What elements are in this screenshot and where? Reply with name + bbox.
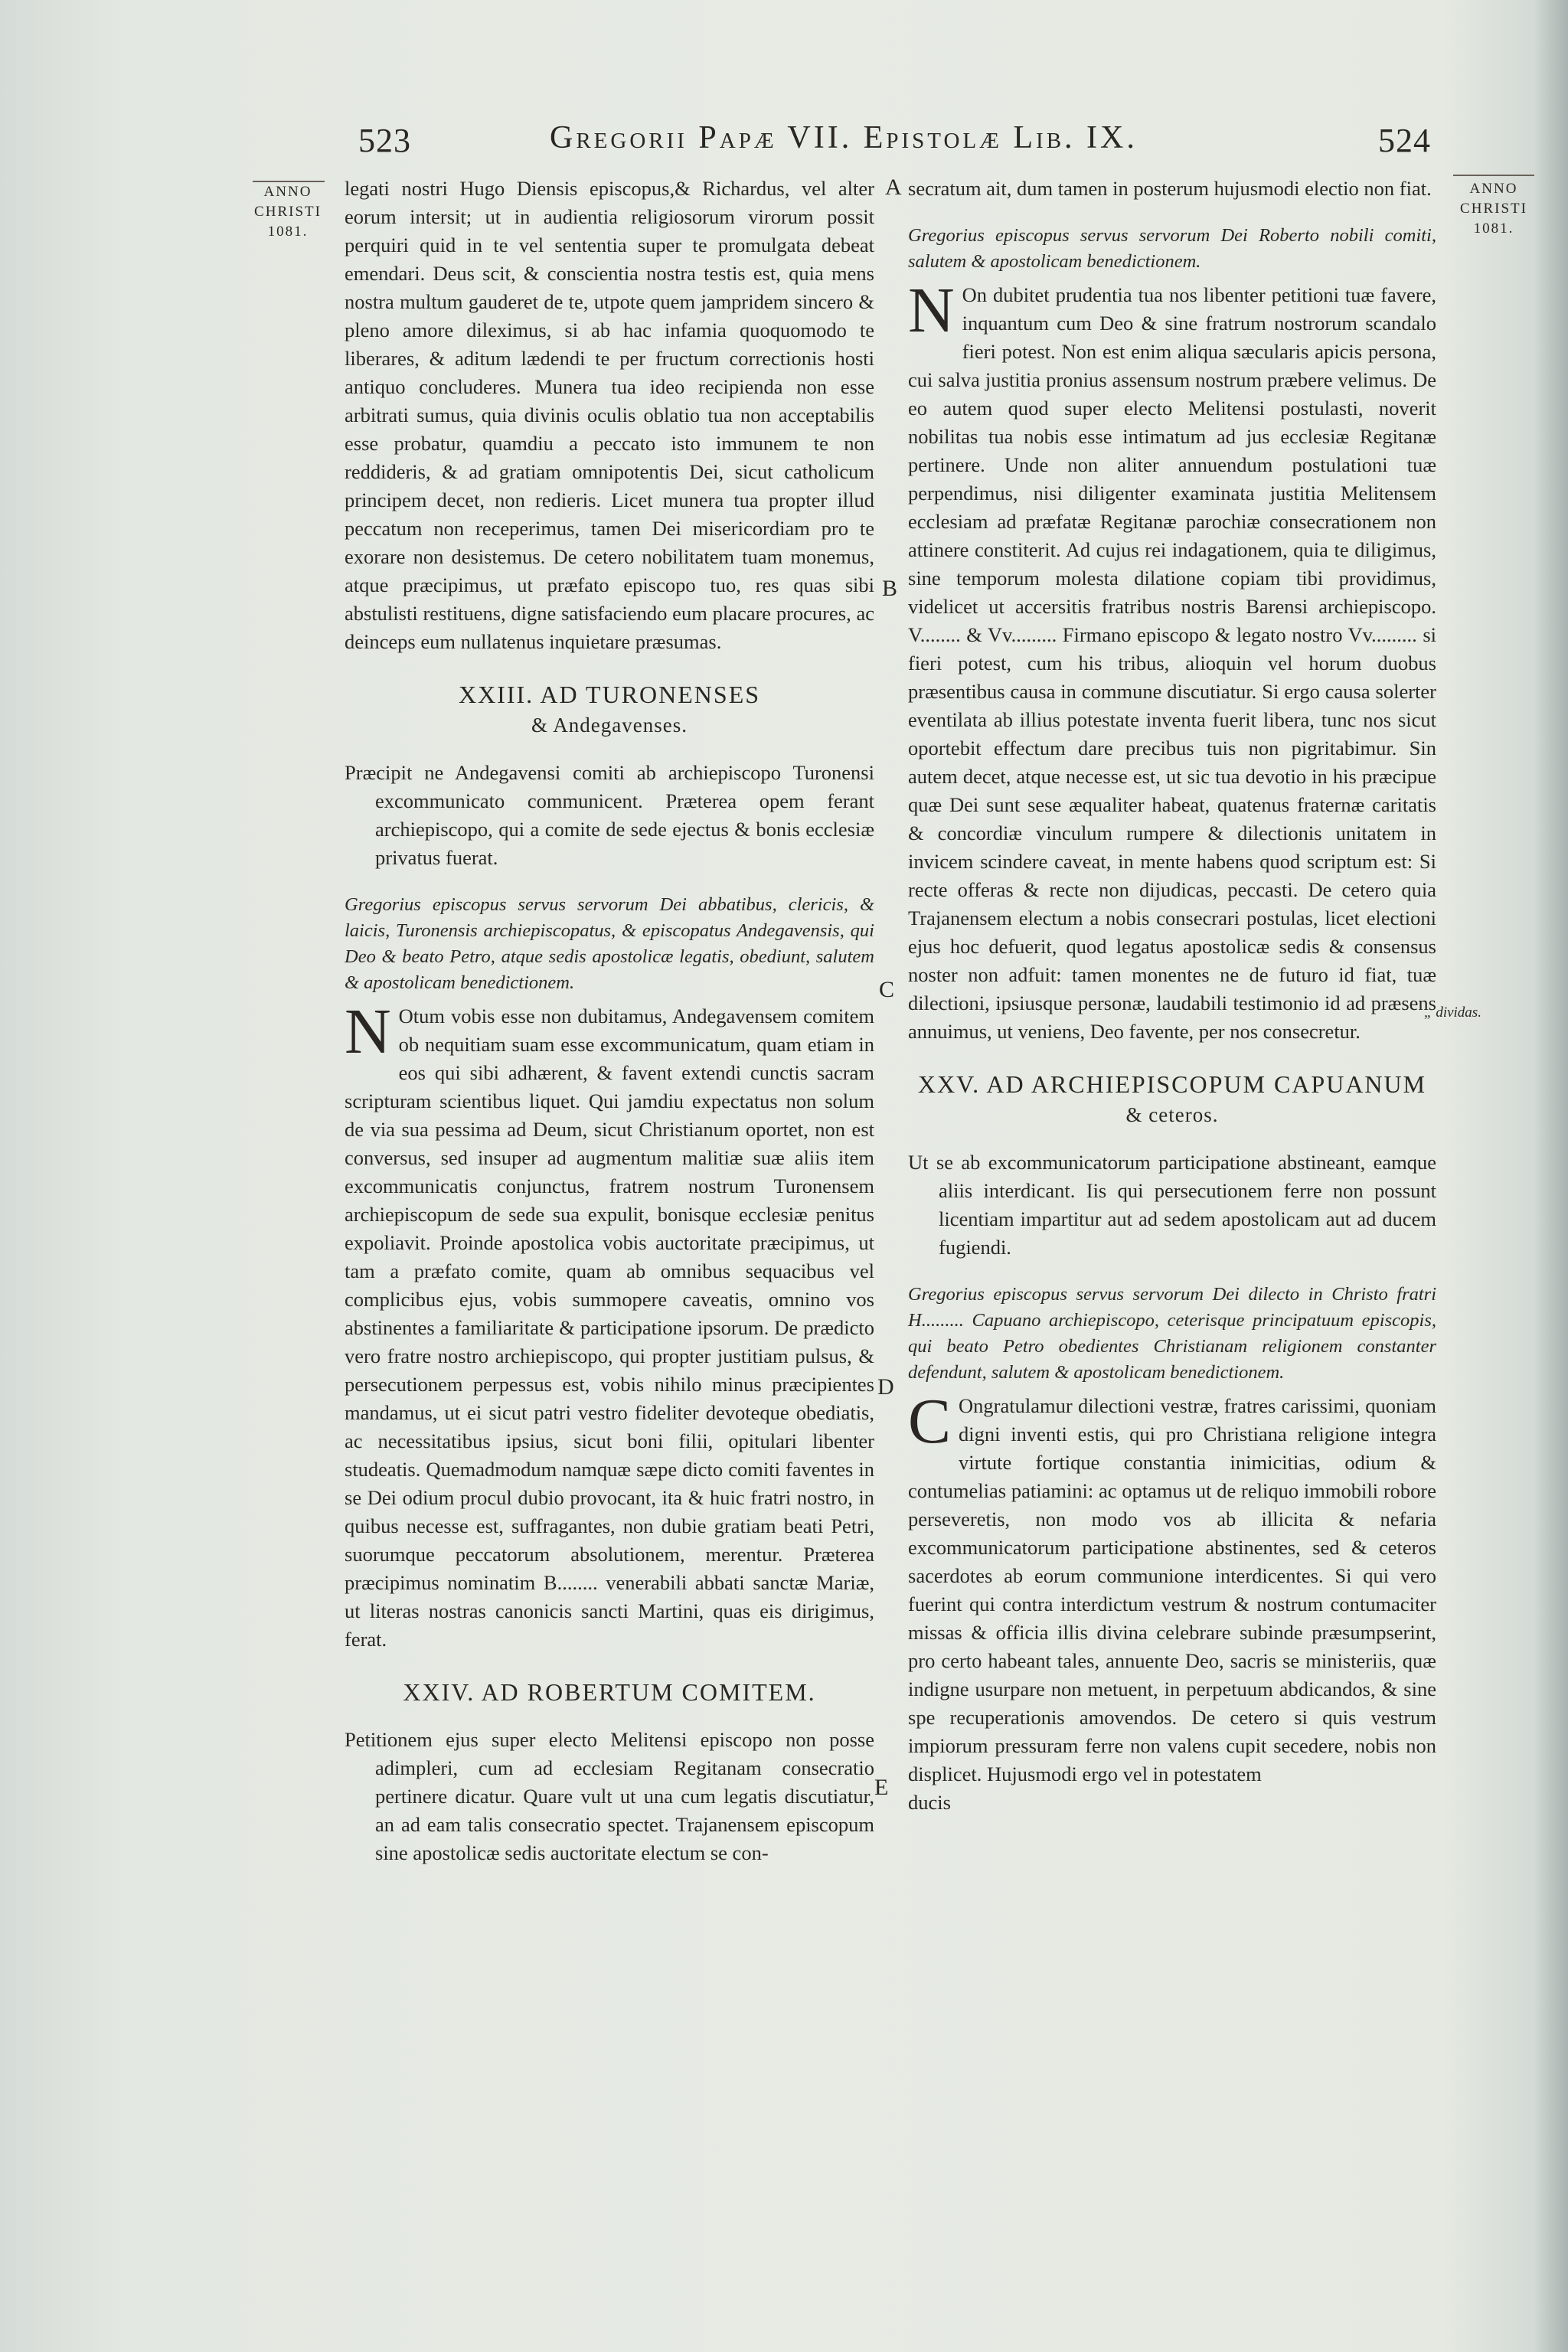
- summary-letter-23: Præcipit ne Andegavensi comiti ab archiepiscopo Turonensi excommunicato communicent. Præterea opem ferant archiepiscopo, qui a comite de sede ejectus & bonis ecclesiæ privatus fuerat.: [345, 761, 874, 869]
- margin-christi: CHRISTI: [1460, 201, 1527, 217]
- body-text: Otum vobis esse non dubitamus, Andegavensem comitem ob nequitiam suam esse excommunicatum, quam etiam in eos qui sibi adhærent, & favent extendi cunctis sacram scripturam scientibus liquet. Qui jamdiu expectatus non solum de via sua pessima ad Deum, sicut Christianum oportet, non est conversus, sed insuper ad augmentum malitiæ suæ aliis item excommunicatis conjunctus, fratrem nostrum Turonensem archiepiscopum de sede sua expulit, bonisque ecclesiæ penitus expoliavit. Proinde apostolica vobis auctoritate præcipimus, ut tam a præfato comite, quam ab omnibus sequacibus vel complicibus ejus, vobis summopere caveatis, omnino vos abstinentes a familiaritate & participatione ipsorum. De prædicto vero fratre nostro archiepiscopo, qui propter justitiam pulsus, & persecutionem perpessus est, vobis nihilo minus præcipientes mandamus, ut ei sicut patri vestro fideliter devoteque obediatis, ac necessitatibus ipsius, sicut boni filii, opitulari libenter studeatis. Quemadmodum namquæ sæpe dicto comiti faventes in se Dei odium procul dubio provocant, ita & huic fratri nostro, in quibus necesse est, suffragantes, non dubie gratiam beati Petri, suorumque peccatorum absolutionem, merentur. Præterea præcipimus nominatim B........ venerabili abbati sanctæ Mariæ, ut literas nostras canonicis sancti Martini, quas eis dirigimus, ferat.: [345, 1004, 874, 1651]
- heading-subtitle: & Andegavenses.: [531, 714, 688, 737]
- greeting-letter-23: Gregorius episcopus servus servorum Dei abbatibus, clericis, & laicis, Turonensis archiepiscopatus, & episcopatus Andegavensis, qui Deo & beato Petro, atque sedis apostolicæ legatis, obediunt, salutem & apostolicam benedictionem.: [345, 894, 874, 993]
- left-page-number: 523: [358, 122, 411, 159]
- body-letter-23: [345, 996, 874, 1654]
- margin-letter-e: E: [874, 1775, 889, 1800]
- greeting-letter-24: Gregorius episcopus servus servorum Dei Roberto nobili comiti, salutem & apostolicam benedictionem.: [908, 225, 1436, 272]
- margin-year: 1081.: [267, 224, 309, 240]
- summary-letter-25: Ut se ab excommunicatorum participatione abstineant, eamque aliis interdicant. Iis qui persecutionem ferre non possunt licentiam impartitur aut ad sedem apostolicam aut ad ducem fugiendi.: [908, 1151, 1436, 1259]
- body-text: Ongratulamur dilectioni vestræ, fratres carissimi, quoniam digni inventi estis, qui pro Christiana religione integra virtute fortique constantia inimicitias, odium & contumelias patiamini: ac optamus ut de reliquo immobili robore perseveretis, non modo vos ab illicita & nefaria excommunicatorum participatione abstinentes, sed & ceteros sacerdotes ab eorum communione interdicentes. Si qui vero fuerint qui contra interdictum vestrum & nostrum contumaciter missas & officia illis divina celebrare subinde præsumpserint, pro certo habeant tales, annuente Deo, sacris se ministeriis, quæ indigne usurpare non metuent, in perpetuum abdicandos, & sine spe recuperationis amovendos. De cetero si quis vestrum impiorum pressuram ferre non valens cupit secedere, nobis non displicet. Hujusmodi ergo vel in potestatem: [908, 1394, 1436, 1785]
- body-text: On dubitet prudentia tua nos libenter petitioni tuæ favere, inquantum cum Deo & sine fratrum nostrorum scandalo fieri potest. Non est enim aliqua sæcularis apicis persona, cui salva justitia pronius assensum nostrum præbere velimus. De eo autem quod super electo Melitensi postulasti, noverit nobilitas tua nobis esse intimatum ad jus ecclesiæ Regitanæ pertinere. Unde non aliter annuendum postulationi tuæ perpendimus, nisi diligenter examinata justitia Melitensem ecclesiam ad præfatæ Regitanæ parochiæ consecrationem non attinere constiterit. Ad cujus rei indagationem, quia te diligimus, sine temporum molesta dilatione copiam tibi providimus, videlicet ut accersitis fratribus nostris Barensi archiepiscopo. V........ & Vv......... Firmano episcopo & legato nostro Vv......... si fieri potest, cum his tribus, alioquin vel horum duobus præsentibus causa in commune discutiatur. Si ergo causa solerter eventilata ab illius potestate inventa fuerit libera, tunc nos sicut oportebit effectum dare precibus tuis non pigritabimur. Sin autem decet, atque necesse est, ut sic tua devotio in his præcipue quæ Dei sunt sese æqualiter habeat, quatenus fraternæ caritatis & concordiæ vinculum rumpere & dilectionis unitatem in invicem scindere caveat, in mente habens quod scriptum est: Si recte offeras & recte non dijudicas, peccasti. De cetero quia Trajanensem electum a nobis consecrari postulas, licet electioni ejus hoc defuerit, quod legatus apostolicæ sedis & consensus noster non adfuit: tamen monentes ne de futuro id fiat, tuæ dilectioni, ipsiusque personæ, laudabili testimonio id ad præsens annuimus, ut veniens, Deo favente, per nos consecretur.: [908, 283, 1436, 1043]
- drop-cap: C: [908, 1386, 952, 1457]
- margin-year-right: [1453, 175, 1534, 239]
- margin-letter-d: D: [877, 1374, 894, 1400]
- greeting-letter-25: Gregorius episcopus servus servorum Dei dilecto in Christo fratri H......... Capuano archiepiscopo, ceterisque principatuum episcopis, qui beato Petro obedientes Christianam religionem constanter defendunt, salutem & apostolicam benedictionem.: [908, 1284, 1436, 1383]
- heading-letter-24: [345, 1677, 874, 1707]
- summary-letter-24: Petitionem ejus super electo Melitensi episcopo non posse adimpleri, cum ad ecclesiam Regitanam consecratio pertinere dicatur. Quare vult ut una cum legatis discutiatur, an ad eam talis consecratio spectet. Trajanensem episcopum sine apostolicæ sedis auctoritate electum se con-: [345, 1728, 874, 1864]
- margin-year-left: [243, 182, 332, 242]
- summary-letter-24-continued: secratum ait, dum tamen in posterum hujusmodi electio non fiat.: [908, 177, 1432, 200]
- margin-anno: ANNO: [263, 184, 312, 200]
- margin-year: 1081.: [1473, 220, 1514, 237]
- heading-text: XXV. AD ARCHIEPISCOPUM CAPUANUM: [917, 1070, 1427, 1098]
- catchword: ducis: [908, 1791, 951, 1814]
- drop-cap: N: [345, 996, 391, 1067]
- margin-letter-b: B: [882, 576, 898, 601]
- right-column: [908, 175, 1436, 1817]
- running-head: [0, 115, 1568, 168]
- margin-letter-a: A: [885, 175, 902, 200]
- left-column: [345, 175, 874, 1867]
- marginal-variant-note: „ dividas.: [1424, 1004, 1481, 1021]
- drop-cap: N: [908, 275, 955, 346]
- right-page-number: 524: [1378, 122, 1431, 159]
- heading-letter-23: [345, 679, 874, 740]
- running-title: Gregorii Papæ VII. Epistolæ Lib. IX.: [550, 120, 1138, 155]
- heading-subtitle: & ceteros.: [1125, 1103, 1219, 1126]
- body-letter-25: [908, 1386, 1436, 1788]
- heading-letter-25: [908, 1069, 1436, 1130]
- margin-letter-c: C: [879, 977, 895, 1002]
- body-letter-24: [908, 275, 1436, 1046]
- heading-text: XXIII. AD TURONENSES: [458, 681, 761, 708]
- margin-christi: CHRISTI: [254, 204, 322, 220]
- margin-anno: ANNO: [1469, 181, 1518, 197]
- letter-22-ending: legati nostri Hugo Diensis episcopus,& Richardus, vel alter eorum intersit; ut in audientia religiosorum virorum possit perquiri quid in te vel sententia super te promulgata debeat emendari. Deus scit, & conscientia nostra testis est, quia mens nostra multum gauderet de te, utpote quem jampridem sincero & pleno amore dileximus, si ab hac infamia quoquomodo te liberares, & aditum lædendi te per fructum correctionis hosti antiquo concluderes. Munera tua ideo recipienda non esse arbitrati sumus, quia divinis oculis oblatio tua non acceptabilis esse probatur, quamdiu a peccato isto immunem te non reddideris, & ad gratiam omnipotentis Dei, sicut catholicum principem decet, non redieris. Licet munera tua propter illud peccatum non receperimus, tamen Dei misericordiam pro te exorare non desistemus. De cetero nobilitatem tuam monemus, atque præcipimus, ut præfato episcopo tuo, res quas sibi abstulisti restituens, digne satisfaciendo eum placare procures, ac deinceps eum nullatenus inquietare præsumas.: [345, 177, 874, 653]
- heading-text: XXIV. AD ROBERTUM COMITEM.: [403, 1678, 816, 1706]
